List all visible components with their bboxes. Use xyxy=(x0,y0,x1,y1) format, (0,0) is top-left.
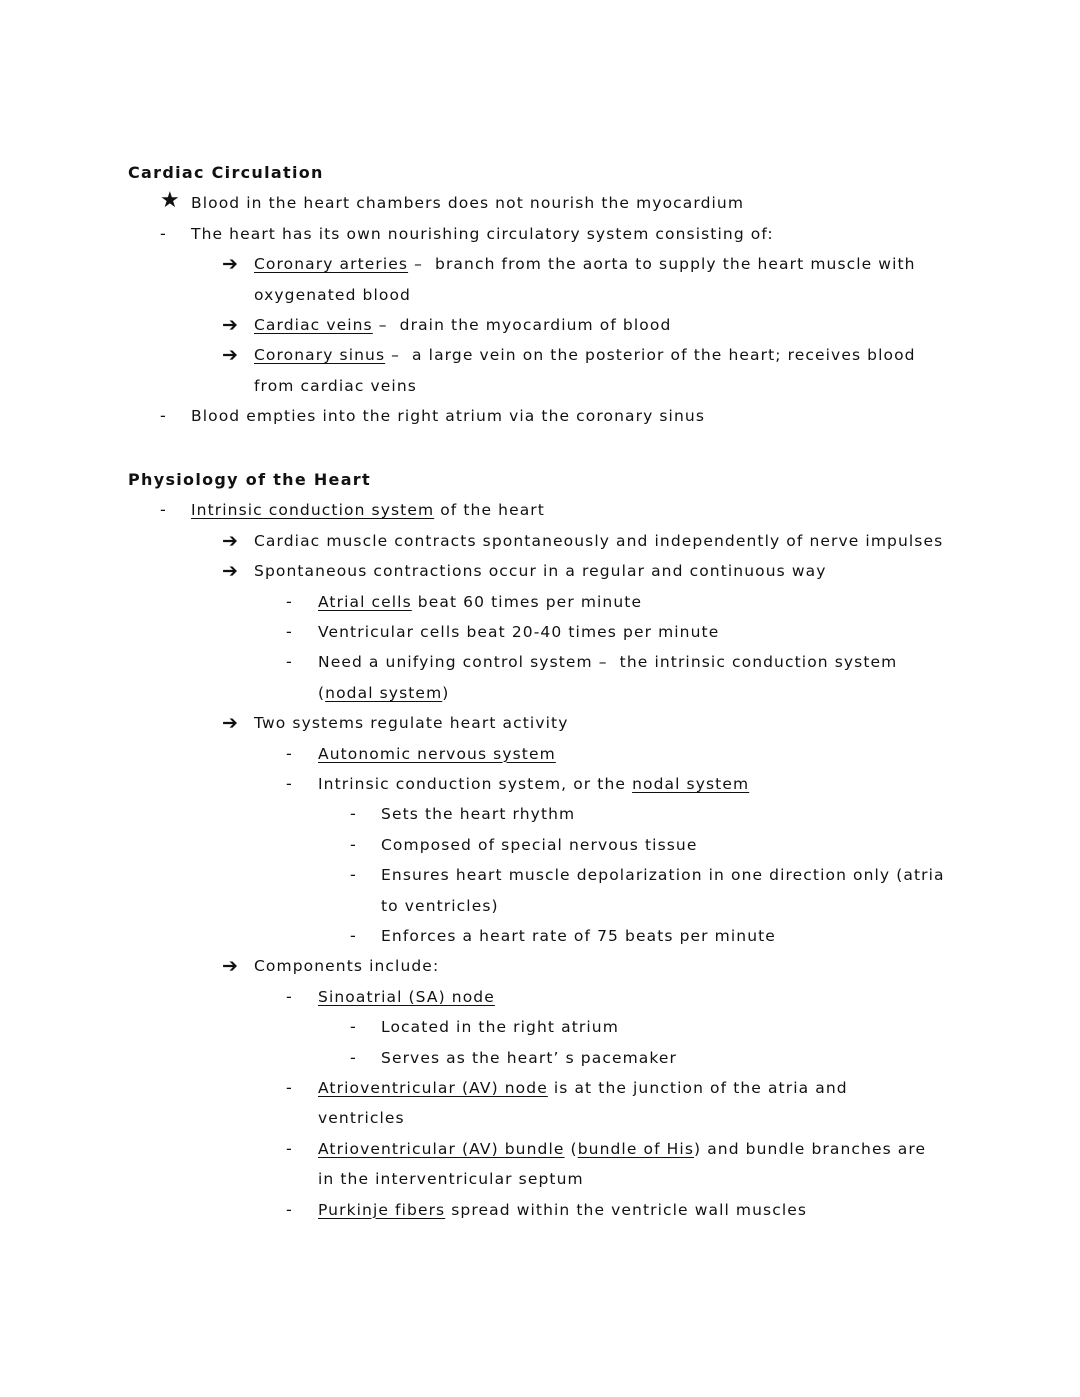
list-item xyxy=(318,739,556,769)
text-segment: Ensures heart muscle depolarization in one direction only (atria xyxy=(381,866,945,885)
list-item xyxy=(254,310,671,340)
dash-icon: - xyxy=(160,223,166,243)
list-item xyxy=(381,830,698,860)
arrow-right-icon: ➔ xyxy=(222,344,238,367)
list-item xyxy=(318,1195,807,1225)
list-item xyxy=(191,401,705,431)
text-segment: The heart has its own nourishing circulatory system consisting of: xyxy=(191,224,774,243)
underlined-term: Atrioventricular (AV) bundle xyxy=(318,1139,565,1158)
list-item xyxy=(191,495,545,525)
dash-icon: - xyxy=(286,1199,292,1219)
list-item xyxy=(191,188,744,218)
list-item xyxy=(254,340,916,370)
dash-icon: - xyxy=(286,652,292,672)
text-segment: Cardiac muscle contracts spontaneously and independently of nerve impulses xyxy=(254,531,944,550)
underlined-term: Intrinsic conduction system xyxy=(191,501,435,520)
list-item xyxy=(381,799,575,829)
text-segment: – drain the myocardium of blood xyxy=(372,316,672,334)
list-item xyxy=(381,860,945,890)
list-item xyxy=(254,249,916,279)
dash-icon: - xyxy=(286,986,292,1006)
text-segment: Spontaneous contractions occur in a regular and continuous way xyxy=(254,562,827,581)
list-item xyxy=(191,219,774,249)
underlined-term: Sinoatrial (SA) node xyxy=(318,987,495,1006)
dash-icon: - xyxy=(160,500,166,520)
underlined-term: Purkinje fibers xyxy=(318,1200,446,1219)
list-item xyxy=(318,647,897,677)
list-item xyxy=(254,951,439,981)
text-segment: Need a unifying control system – the intrinsic conduction system xyxy=(318,653,898,672)
text-segment: beat 60 times per minute xyxy=(411,592,643,611)
dash-icon: - xyxy=(286,774,292,793)
text-segment: Two systems regulate heart activity xyxy=(254,714,569,733)
text-segment: ( xyxy=(318,683,326,702)
dash-icon: - xyxy=(286,591,292,611)
list-item xyxy=(318,1073,848,1103)
arrow-right-icon: ➔ xyxy=(222,560,238,583)
list-item xyxy=(318,617,719,647)
text-segment: spread within the ventricle wall muscles xyxy=(445,1200,808,1219)
star-icon: ★ xyxy=(160,188,180,214)
list-item-continuation xyxy=(318,678,449,708)
text-segment: Located in the right atrium xyxy=(381,1018,619,1037)
list-item xyxy=(318,769,749,799)
underlined-term: Cardiac veins xyxy=(254,316,373,334)
list-item-continuation xyxy=(254,280,411,310)
dash-icon: - xyxy=(350,926,356,945)
text-segment: of the heart xyxy=(434,501,545,520)
text-segment: ) xyxy=(442,683,450,702)
text-segment: ventricles xyxy=(318,1109,405,1128)
dash-icon: - xyxy=(350,1047,356,1067)
section-heading: Cardiac Circulation xyxy=(128,163,324,182)
text-segment: – branch from the aorta to supply the heart muscle with xyxy=(408,255,916,274)
text-segment: oxygenated blood xyxy=(254,285,411,304)
underlined-term: Coronary arteries xyxy=(254,255,409,274)
text-segment: Components include: xyxy=(254,957,440,976)
text-segment: Serves as the heart’ s pacemaker xyxy=(381,1048,678,1067)
text-segment: Ventricular cells beat 20-40 times per minute xyxy=(318,623,720,641)
text-segment: ) and bundle branches are xyxy=(694,1139,927,1158)
underlined-term: nodal system xyxy=(325,683,443,702)
text-segment: is at the junction of the atria and xyxy=(547,1079,848,1097)
text-segment: Sets the heart rhythm xyxy=(381,805,576,824)
arrow-right-icon: ➔ xyxy=(222,955,238,978)
list-item xyxy=(318,982,495,1012)
dash-icon: - xyxy=(350,1017,356,1037)
underlined-term: Coronary sinus xyxy=(254,346,386,365)
list-item xyxy=(254,556,827,586)
list-item xyxy=(318,1134,926,1164)
underlined-term: Atrioventricular (AV) node xyxy=(318,1079,548,1097)
text-segment: Composed of special nervous tissue xyxy=(381,835,698,854)
underlined-term: Atrial cells xyxy=(318,592,412,611)
dash-icon: - xyxy=(350,834,356,854)
list-item xyxy=(381,1012,619,1042)
text-segment: in the interventricular septum xyxy=(318,1170,584,1189)
dash-icon: - xyxy=(160,406,166,426)
list-item-continuation xyxy=(254,371,417,401)
dash-icon: - xyxy=(286,1078,292,1097)
list-item-continuation xyxy=(318,1164,584,1194)
underlined-term: Autonomic nervous system xyxy=(318,744,556,763)
section-heading: Physiology of the Heart xyxy=(128,470,371,489)
text-segment: ( xyxy=(564,1139,578,1158)
list-item-continuation xyxy=(381,891,499,921)
list-item xyxy=(254,708,568,738)
text-segment: to ventricles) xyxy=(381,896,499,915)
text-segment: from cardiac veins xyxy=(254,376,417,395)
arrow-right-icon: ➔ xyxy=(222,253,238,276)
dash-icon: - xyxy=(286,743,292,763)
text-segment: Blood empties into the right atrium via the coronary sinus xyxy=(191,407,705,426)
text-segment: Enforces a heart rate of 75 beats per minute xyxy=(381,927,776,945)
dash-icon: - xyxy=(350,804,356,824)
list-item xyxy=(318,587,642,617)
dash-icon: - xyxy=(350,865,356,885)
arrow-right-icon: ➔ xyxy=(222,712,238,735)
text-segment: Intrinsic conduction system, or the xyxy=(318,775,633,793)
underlined-term: bundle of His xyxy=(577,1139,695,1158)
dash-icon: - xyxy=(286,1138,292,1158)
underlined-term: nodal system xyxy=(632,775,750,793)
list-item-continuation xyxy=(318,1103,405,1133)
arrow-right-icon: ➔ xyxy=(222,529,238,552)
text-segment: – a large vein on the posterior of the heart; receives blood xyxy=(385,346,916,365)
text-segment: Blood in the heart chambers does not nourish the myocardium xyxy=(191,194,745,213)
list-item xyxy=(381,921,776,951)
list-item xyxy=(254,526,943,556)
dash-icon: - xyxy=(286,622,292,641)
list-item xyxy=(381,1043,677,1073)
arrow-right-icon: ➔ xyxy=(222,314,238,336)
